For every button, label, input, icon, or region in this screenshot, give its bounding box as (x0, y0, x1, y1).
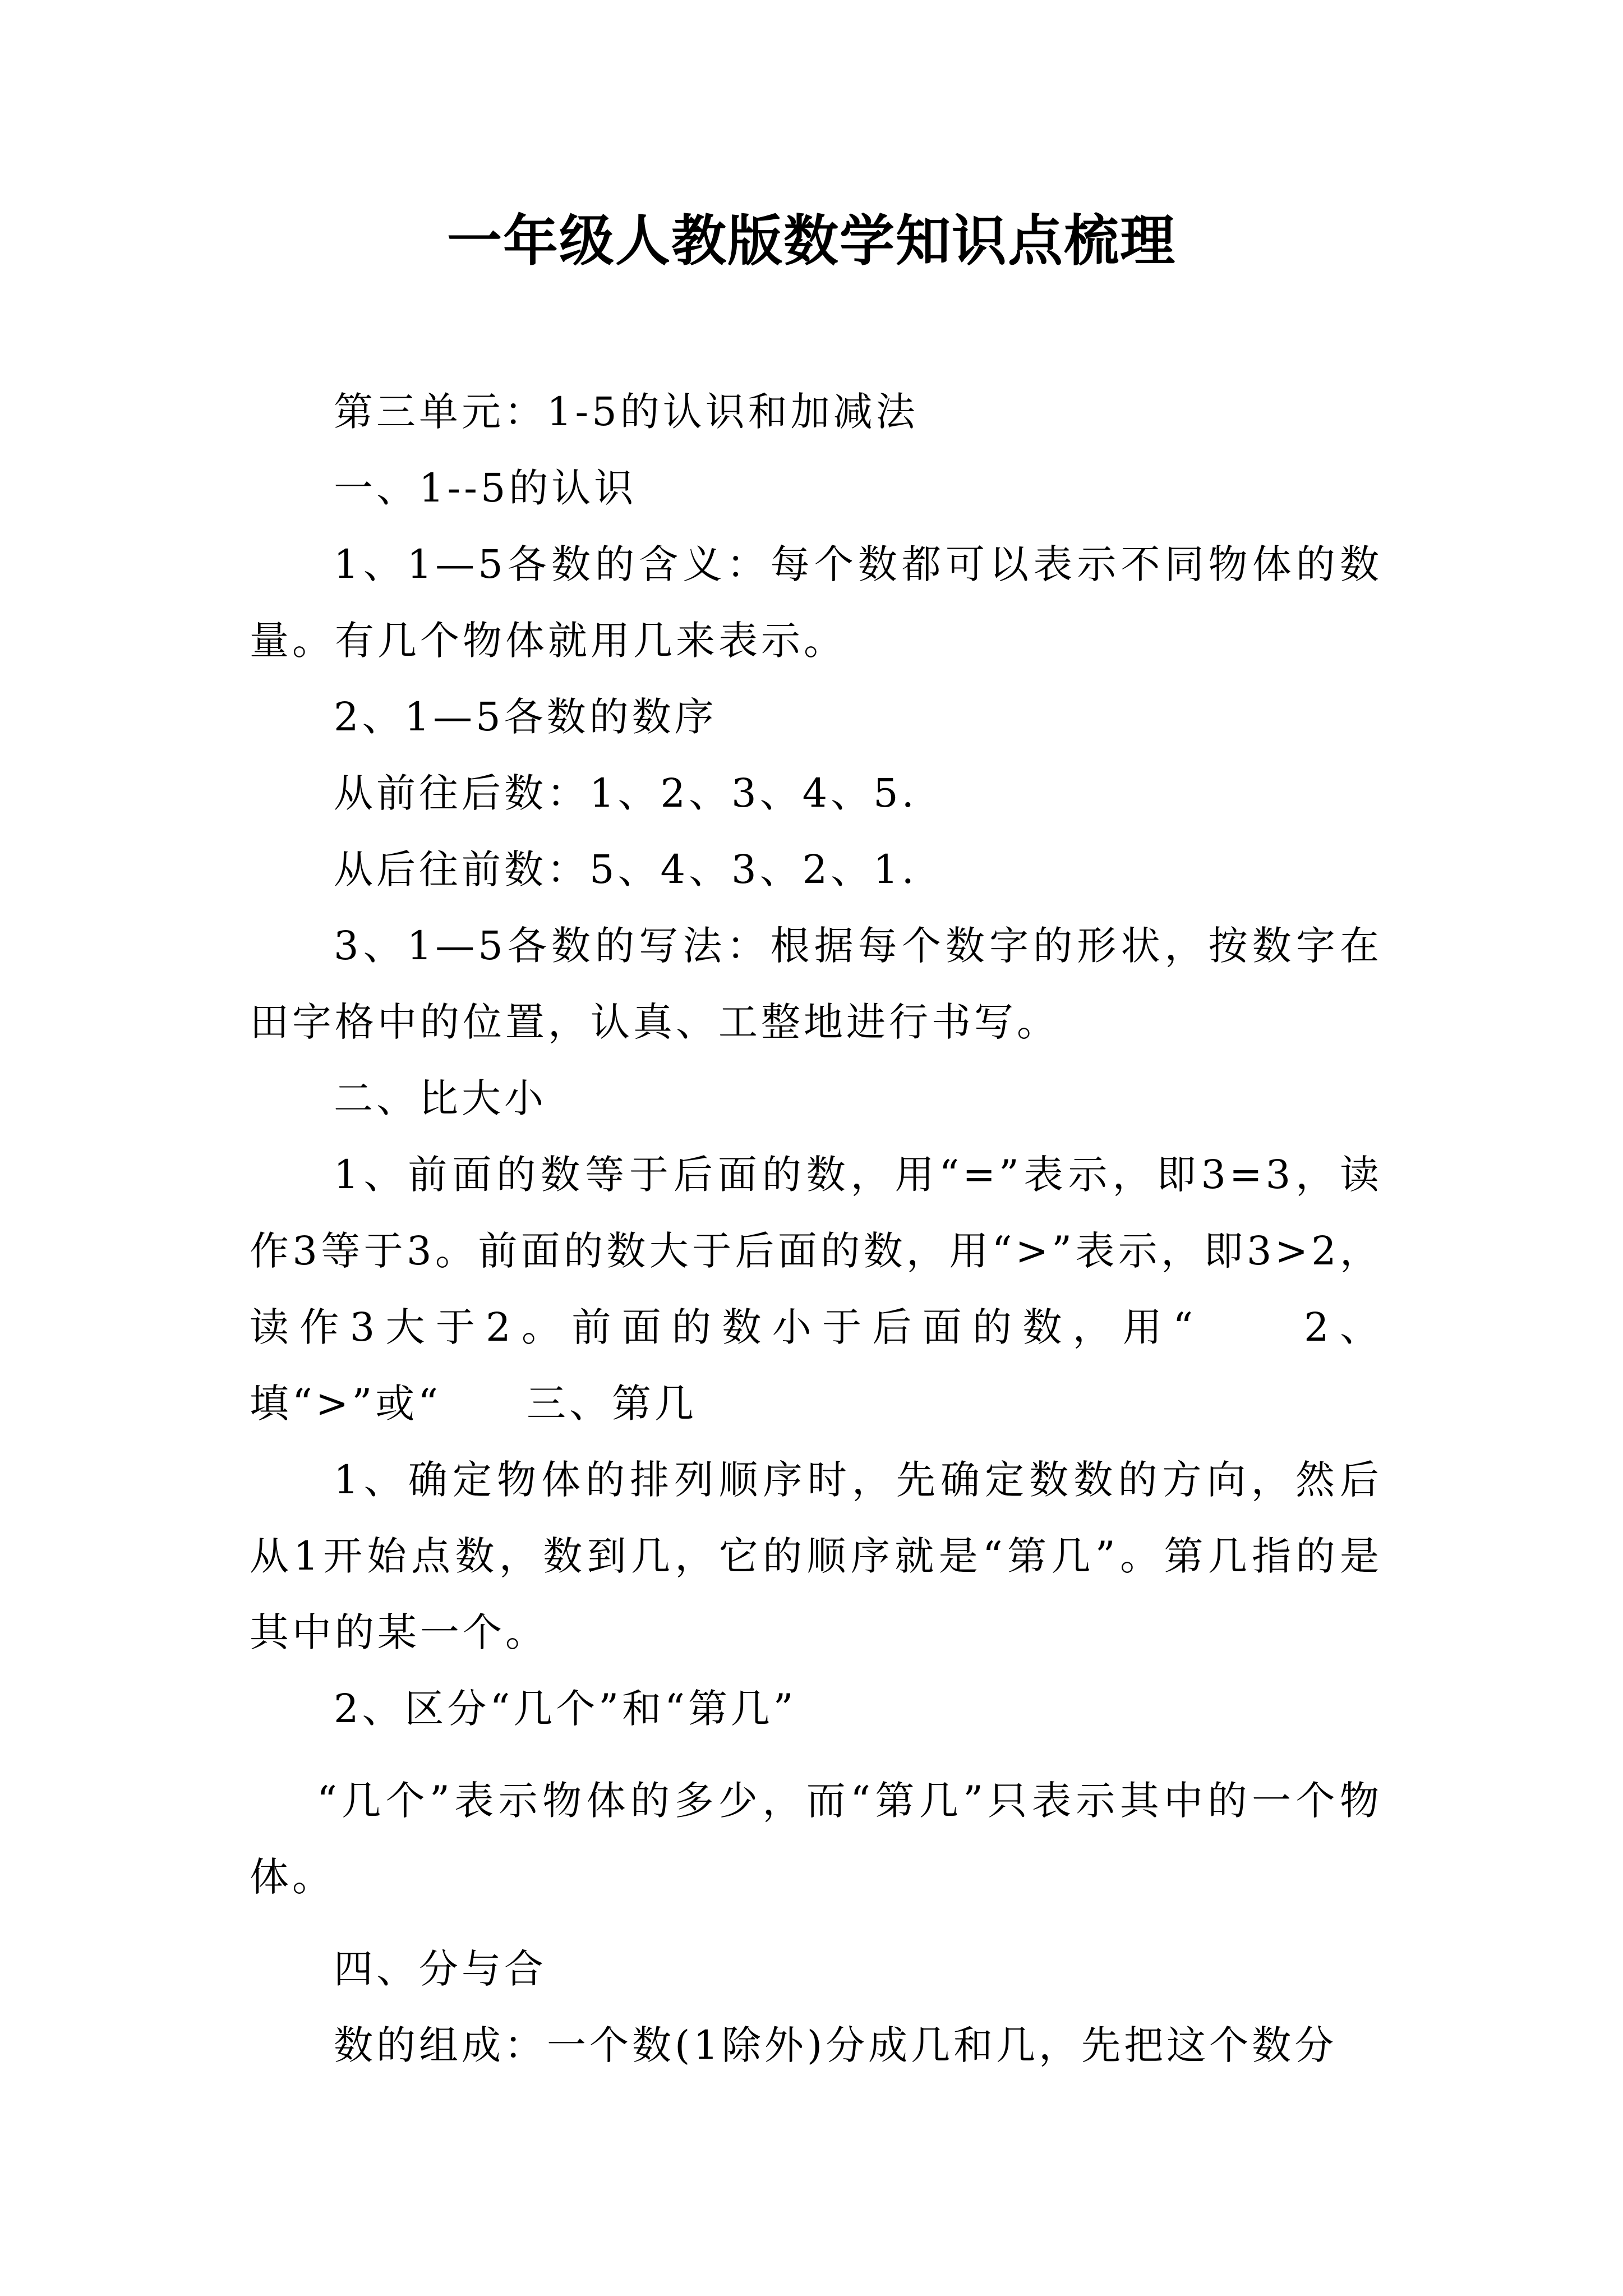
section-heading-4: 四、分与合 (334, 1946, 547, 1992)
paragraph-composition: 数的组成：一个数(1除外)分成几和几，先把这个数分 (334, 2022, 1338, 2068)
paragraph-comparison: 1、前面的数等于后面的数，用“=”表示，即3=3，读作3等于3。前面的数大于后面的数，用“>”表示，即3>2，读作3大于2。前面的数小于后面的数，用“ 2、填“>”或“ 三、第几 (250, 1152, 1382, 1427)
paragraph-distinguish: “几个”表示物体的多少，而“第几”只表示其中的一个物体。 (250, 1778, 1382, 1900)
paragraph-distinguish-heading: 2、区分“几个”和“第几” (334, 1686, 797, 1732)
section-heading-2: 二、比大小 (334, 1075, 547, 1121)
paragraph-count-forward: 从前往后数：1、2、3、4、5. (334, 770, 917, 816)
paragraph-order-heading: 2、1—5各数的数序 (334, 694, 717, 740)
unit-heading: 第三单元：1-5的认识和加减法 (334, 389, 919, 435)
paragraph-writing: 3、1—5各数的写法：根据每个数字的形状，按数字在田字格中的位置，认真、工整地进行书写。 (250, 923, 1382, 1045)
document-title: 一年级人教版数学知识点梳理 (446, 209, 1176, 273)
paragraph-ordinal: 1、确定物体的排列顺序时，先确定数数的方向，然后从1开始点数，数到几，它的顺序就是“第几”。第几指的是其中的某一个。 (250, 1457, 1382, 1655)
paragraph-meaning: 1、1—5各数的含义：每个数都可以表示不同物体的数量。有几个物体就用几来表示。 (250, 541, 1382, 664)
paragraph-count-backward: 从后往前数：5、4、3、2、1. (334, 846, 917, 892)
section-heading-1: 一、1--5的认识 (334, 465, 637, 511)
document-body (250, 374, 1382, 2083)
